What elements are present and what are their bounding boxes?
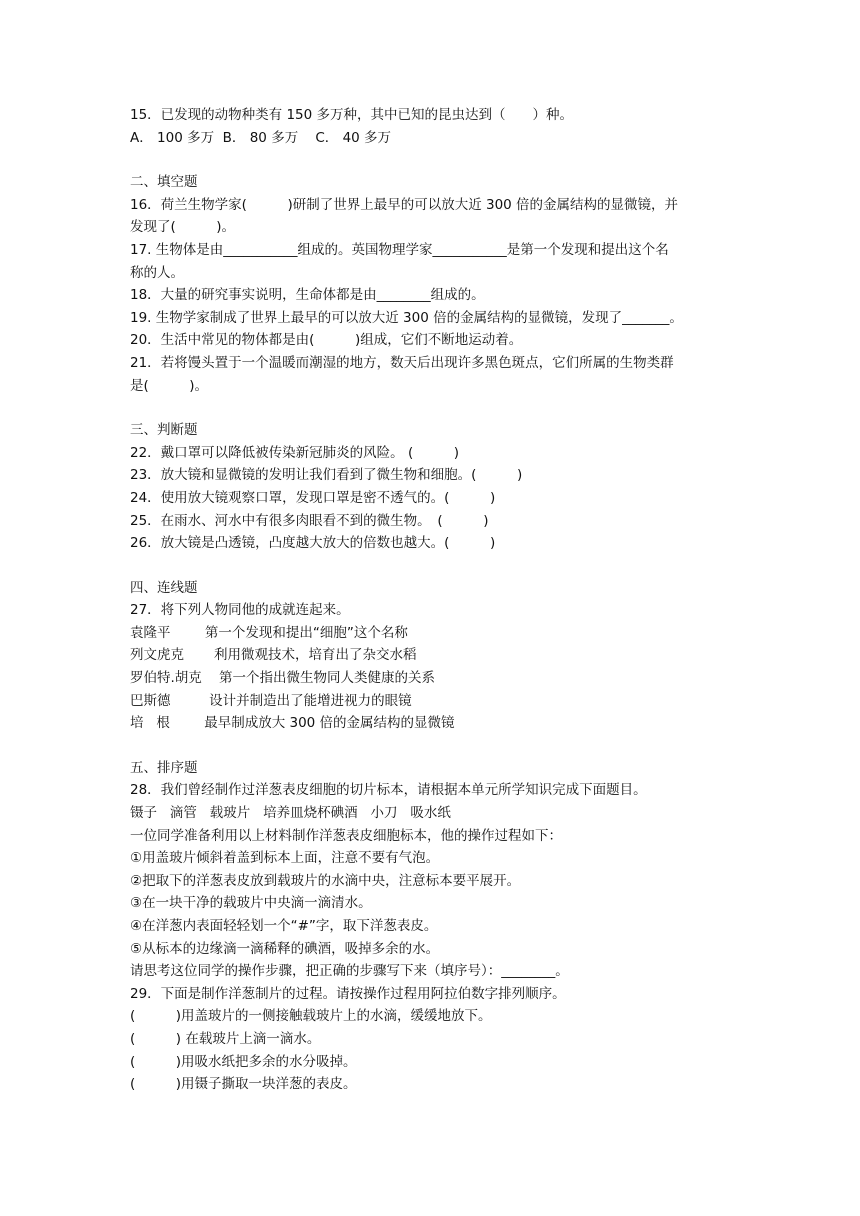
question-19: 19. 生物学家制成了世界上最早的可以放大近 300 倍的金属结构的显微镜，发现了_______。 xyxy=(130,309,683,326)
section-true-false-title: 三、判断题 xyxy=(130,422,198,439)
matching-row: 袁隆平 第一个发现和提出“细胞”这个名称 xyxy=(130,624,408,641)
section-fill-blank-title: 二、填空题 xyxy=(130,174,198,191)
step-item: ②把取下的洋葱表皮放到载玻片的水滴中央，注意标本要平展开。 xyxy=(130,872,521,889)
question-23: 23．放大镜和显微镜的发明让我们看到了微生物和细胞。( ) xyxy=(130,467,523,484)
matching-row: 培 根 最早制成放大 300 倍的金属结构的显微镜 xyxy=(130,715,455,732)
ordering-item: ( )用镊子撕取一块洋葱的表皮。 xyxy=(130,1076,357,1093)
ordering-item: ( ) 在载玻片上滴一滴水。 xyxy=(130,1030,321,1047)
step-item: ⑤从标本的边缘滴一滴稀释的碘酒，吸掉多余的水。 xyxy=(130,940,440,957)
question-28-intro: 一位同学准备利用以上材料制作洋葱表皮细胞标本，他的操作过程如下： xyxy=(130,827,562,844)
matching-row: 列文虎克 利用微观技术，培育出了杂交水稻 xyxy=(130,647,417,664)
step-item: ④在洋葱内表面轻轻划一个“#”字，取下洋葱表皮。 xyxy=(130,918,438,934)
section-matching-title: 四、连线题 xyxy=(130,579,198,596)
materials-list: 镊子 滴管 载玻片 培养皿烧杯碘酒 小刀 吸水纸 xyxy=(130,805,451,822)
matching-row: 巴斯德 设计并制造出了能增进视力的眼镜 xyxy=(130,692,412,709)
step-item: ①用盖玻片倾斜着盖到标本上面，注意不要有气泡。 xyxy=(130,850,440,867)
question-24: 24．使用放大镜观察口罩，发现口罩是密不透气的。( ) xyxy=(130,489,496,506)
section-ordering-title: 五、排序题 xyxy=(130,759,198,776)
question-16-line1: 16．荷兰生物学家( )研制了世界上最早的可以放大近 300 倍的金属结构的显微镜，并 xyxy=(130,196,679,213)
ordering-item: ( )用吸水纸把多余的水分吸掉。 xyxy=(130,1053,357,1070)
question-17-line2: 称的人。 xyxy=(130,264,184,281)
step-item: ③在一块干净的载玻片中央滴一滴清水。 xyxy=(130,895,372,912)
question-16-line2: 发现了( )。 xyxy=(130,219,236,236)
question-18: 18．大量的研究事实说明，生命体都是由________组成的。 xyxy=(130,287,485,304)
question-21-line1: 21．若将馒头置于一个温暖而潮湿的地方，数天后出现许多黑色斑点，它们所属的生物类群 xyxy=(130,354,674,371)
question-25: 25．在雨水、河水中有很多肉眼看不到的微生物。 ( ) xyxy=(130,512,489,529)
question-27: 27．将下列人物同他的成就连起来。 xyxy=(130,602,350,619)
question-15: 15．已发现的动物种类有 150 多万种，其中已知的昆虫达到（ ）种。 xyxy=(130,107,574,123)
worksheet-page xyxy=(130,104,735,1096)
ordering-item: ( )用盖玻片的一侧接触载玻片上的水滴，缓缓地放下。 xyxy=(130,1008,492,1025)
question-26: 26．放大镜是凸透镜，凸度越大放大的倍数也越大。( ) xyxy=(130,535,496,552)
question-15-options: A． 100 多万 B． 80 多万 C． 40 多万 xyxy=(130,129,392,146)
question-20: 20．生活中常见的物体都是由( )组成，它们不断地运动着。 xyxy=(130,332,523,349)
matching-row: 罗伯特.胡克 第一个指出微生物同人类健康的关系 xyxy=(130,670,435,687)
question-17-line1: 17. 生物体是由___________组成的。英国物理学家___________是第一个发现和提出这个名 xyxy=(130,241,669,258)
question-22: 22．戴口罩可以降低被传染新冠肺炎的风险。 ( ) xyxy=(130,444,460,461)
question-28: 28．我们曾经制作过洋葱表皮细胞的切片标本，请根据本单元所学知识完成下面题目。 xyxy=(130,782,647,799)
question-29: 29．下面是制作洋葱制片的过程。请按操作过程用阿拉伯数字排列顺序。 xyxy=(130,985,566,1002)
question-21-line2: 是( )。 xyxy=(130,377,209,394)
question-28-ask: 请思考这位同学的操作步骤，把正确的步骤写下来（填序号）：________。 xyxy=(130,963,569,980)
